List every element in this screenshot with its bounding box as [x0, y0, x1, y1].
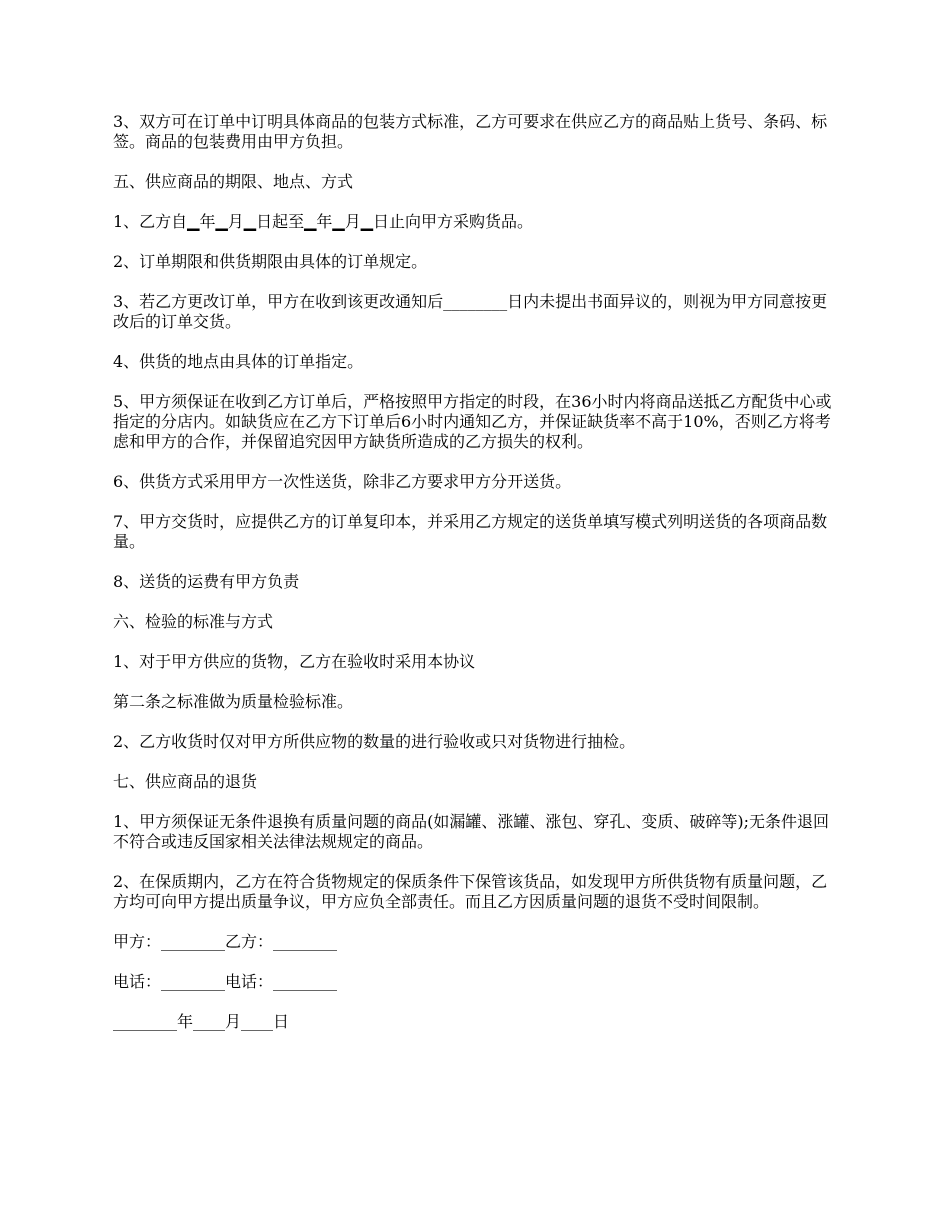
freight-clause: 8、送货的运费有甲方负责: [113, 572, 300, 591]
return-clause-2: 2、在保质期内，乙方在符合货物规定的保质条件下保管该货品，如发现甲方所供货物有质量问题，乙方均可向甲方提出质量争议，甲方应负全部责任。而且乙方因质量问题的退货不受时间限制。: [113, 872, 828, 911]
phone-line: 电话：________电话：________: [113, 972, 338, 991]
inspection-clause-1: 1、对于甲方供应的货物，乙方在验收时采用本协议: [113, 652, 476, 671]
order-change-clause: 3、若乙方更改订单，甲方在收到该更改通知后________日内未提出书面异议的，则视为甲方同意按更改后的订单交货。: [113, 292, 828, 331]
section-six-heading: 六、检验的标准与方式: [113, 612, 274, 631]
date-line: ________年____月____日: [113, 1012, 290, 1031]
delivery-time-clause: 5、甲方须保证在收到乙方订单后，严格按照甲方指定的时段，在36小时内将商品送抵乙方配货中心或指定的分店内。如缺货应在乙方下订单后6小时内通知乙方，并保证缺货率不高于10%，否则乙方将考虑和甲方的合作，并保留追究因甲方缺货所造成的乙方损失的权利。: [113, 392, 832, 451]
packaging-clause: 3、双方可在订单中订明具体商品的包装方式标准，乙方可要求在供应乙方的商品贴上货号、条码、标签。商品的包装费用由甲方负担。: [113, 112, 828, 151]
section-seven-heading: 七、供应商品的退货: [113, 772, 258, 791]
delivery-method-clause: 6、供货方式采用甲方一次性送货，除非乙方要求甲方分开送货。: [113, 472, 572, 491]
delivery-location-clause: 4、供货的地点由具体的订单指定。: [113, 352, 364, 371]
delivery-document-clause: 7、甲方交货时，应提供乙方的订单复印本，并采用乙方规定的送货单填写模式列明送货的各项商品数量。: [113, 512, 828, 551]
section-five-heading: 五、供应商品的期限、地点、方式: [113, 172, 354, 191]
purchase-period-clause: 1、乙方自▁年▁月▁日起至▁年▁月▁日止向甲方采购货品。: [113, 212, 534, 231]
document-page: [113, 112, 841, 1052]
party-signature-line: 甲方：________乙方：________: [113, 932, 338, 951]
inspection-clause-2: 2、乙方收货时仅对甲方所供应物的数量的进行验收或只对货物进行抽检。: [113, 732, 636, 751]
order-period-clause: 2、订单期限和供货期限由具体的订单规定。: [113, 252, 428, 271]
inspection-clause-1-cont: 第二条之标准做为质量检验标准。: [113, 692, 354, 711]
return-clause-1: 1、甲方须保证无条件退换有质量问题的商品(如漏罐、涨罐、涨包、穿孔、变质、破碎等);无条件退回不符合或违反国家相关法律法规规定的商品。: [113, 812, 830, 851]
